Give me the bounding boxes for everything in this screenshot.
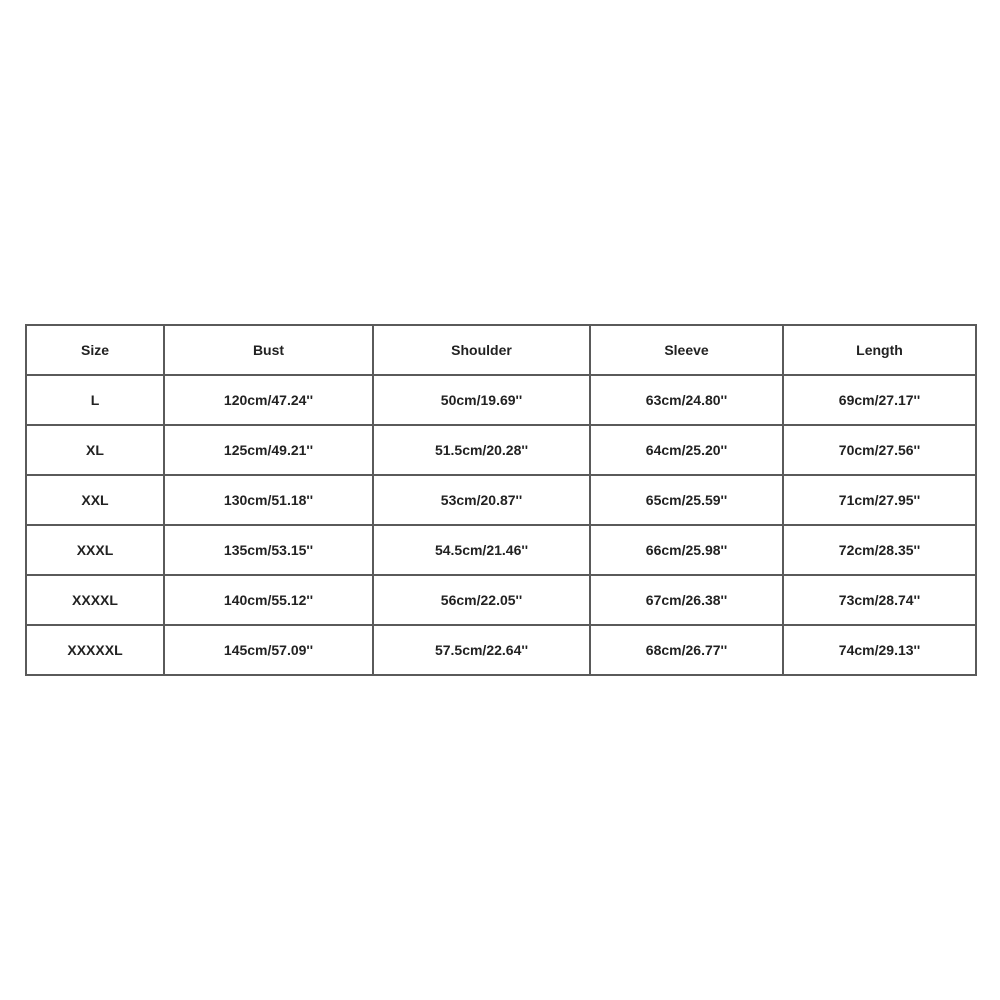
table-row (26, 425, 976, 475)
cell-sleeve: 68cm/26.77'' (590, 625, 783, 675)
cell-size: XXXL (26, 525, 164, 575)
cell-sleeve: 65cm/25.59'' (590, 475, 783, 525)
table-row (26, 575, 976, 625)
cell-bust: 135cm/53.15'' (164, 525, 373, 575)
cell-length: 73cm/28.74'' (783, 575, 976, 625)
header-size: Size (26, 325, 164, 375)
table-header-row (26, 325, 976, 375)
cell-bust: 140cm/55.12'' (164, 575, 373, 625)
cell-shoulder: 56cm/22.05'' (373, 575, 590, 625)
cell-bust: 130cm/51.18'' (164, 475, 373, 525)
cell-size: XL (26, 425, 164, 475)
table-row (26, 475, 976, 525)
cell-sleeve: 64cm/25.20'' (590, 425, 783, 475)
table-row (26, 625, 976, 675)
cell-length: 70cm/27.56'' (783, 425, 976, 475)
cell-size: XXL (26, 475, 164, 525)
cell-bust: 125cm/49.21'' (164, 425, 373, 475)
cell-shoulder: 51.5cm/20.28'' (373, 425, 590, 475)
cell-size: L (26, 375, 164, 425)
cell-length: 72cm/28.35'' (783, 525, 976, 575)
header-sleeve: Sleeve (590, 325, 783, 375)
cell-size: XXXXL (26, 575, 164, 625)
table-row (26, 525, 976, 575)
cell-length: 69cm/27.17'' (783, 375, 976, 425)
cell-bust: 145cm/57.09'' (164, 625, 373, 675)
cell-shoulder: 53cm/20.87'' (373, 475, 590, 525)
cell-length: 74cm/29.13'' (783, 625, 976, 675)
cell-size: XXXXXL (26, 625, 164, 675)
header-shoulder: Shoulder (373, 325, 590, 375)
header-bust: Bust (164, 325, 373, 375)
cell-sleeve: 66cm/25.98'' (590, 525, 783, 575)
cell-sleeve: 63cm/24.80'' (590, 375, 783, 425)
cell-shoulder: 54.5cm/21.46'' (373, 525, 590, 575)
size-chart-table (25, 324, 977, 676)
cell-shoulder: 57.5cm/22.64'' (373, 625, 590, 675)
header-length: Length (783, 325, 976, 375)
table-row (26, 375, 976, 425)
cell-shoulder: 50cm/19.69'' (373, 375, 590, 425)
cell-length: 71cm/27.95'' (783, 475, 976, 525)
cell-sleeve: 67cm/26.38'' (590, 575, 783, 625)
cell-bust: 120cm/47.24'' (164, 375, 373, 425)
